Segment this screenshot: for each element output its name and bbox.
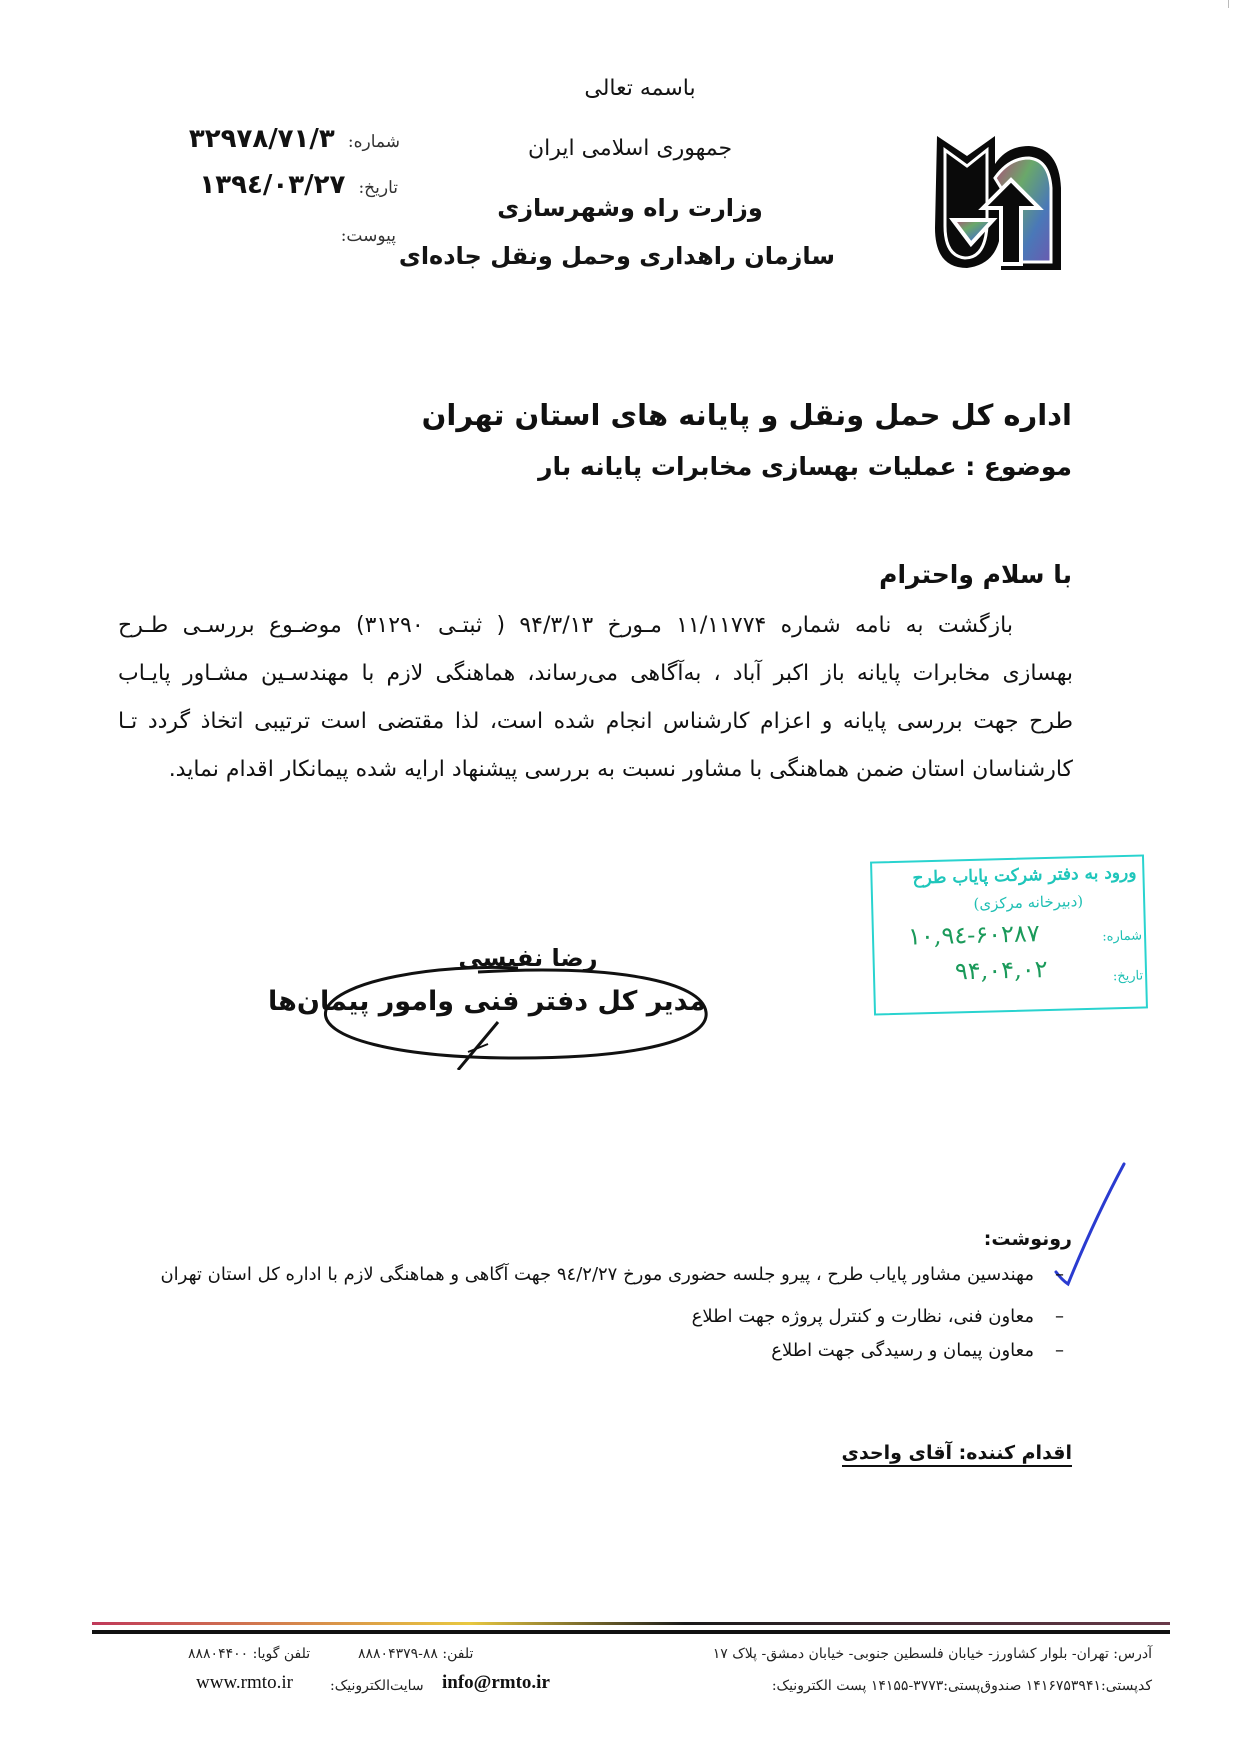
body-line: کارشناسان استان ضمن هماهنگی با مشاور نسبت به بررسی پیشنهاد ارایه شده پیمانکار اقدام نماید.: [168, 757, 1073, 782]
stamp-subheading: (دبیرخانه مرکزی): [973, 892, 1084, 913]
footer-voice-phone: تلفن گویا: ۸۸۸۰۴۴۰۰: [188, 1646, 311, 1662]
attachment-label: پیوست:: [340, 226, 396, 246]
footer-divider: [92, 1630, 1170, 1634]
greeting: با سلام واحترام: [879, 560, 1072, 589]
cc-heading: رونوشت:: [983, 1228, 1072, 1250]
scan-mark: [1228, 0, 1235, 8]
action-by: اقدام کننده: آقای واحدی: [842, 1442, 1072, 1467]
letter-number: [189, 124, 400, 154]
date-label: تاریخ:: [358, 178, 398, 198]
footer-website-label: سایت‌الکترونیک:: [330, 1678, 424, 1694]
footer-email-link[interactable]: info@rmto.ir: [442, 1672, 550, 1693]
cc-dash: –: [1055, 1340, 1064, 1361]
body-line: طرح جهت بررسی پایانه و اعزام کارشناس انجام شده است، لذا مقتضی است ترتیبی اتخاذ گردد تـا: [118, 709, 1073, 734]
cc-item: [160, 1258, 1070, 1292]
number-value: ۳۲۹۷۸/۷۱/۳: [188, 124, 335, 154]
date-value: ۱۳۹٤/۰۳/۲۷: [199, 170, 346, 200]
signatory-title: مدیر کل دفتر فنی وامور پیمان‌ها: [268, 986, 706, 1017]
signatory-name: رضا نفیسی: [458, 944, 598, 972]
letter-date: [199, 170, 398, 200]
stamp-date-label: تاریخ:: [1112, 968, 1144, 985]
footer-divider: [92, 1622, 1170, 1625]
cc-item-text: معاون فنی، نظارت و کنترل پروژه جهت اطلاع: [691, 1306, 1034, 1327]
cc-dash: –: [1055, 1306, 1064, 1327]
cc-item: [160, 1334, 1070, 1368]
invocation-text: باسمه تعالی: [584, 76, 696, 101]
receipt-stamp: [870, 854, 1148, 1015]
stamp-number: ۱۰,۹٤-۶۰۲۸۷: [907, 919, 1041, 951]
body-line: بهسازی مخابرات پایانه باز اکبر آباد ، به‌آگاهی می‌رساند، هماهنگی لازم با مهندسـین مشـاور پایـاب: [118, 661, 1073, 686]
rmto-logo: [927, 124, 1067, 274]
letter-body: [118, 602, 1073, 794]
organization-name: سازمان راهداری وحمل ونقل جاده‌ای: [398, 242, 835, 270]
footer-address: آدرس: تهران- بلوار کشاورز- خیابان فلسطین جنوبی- خیابان دمشق- پلاک ۱۷: [712, 1646, 1152, 1662]
footer-postal: کدپستی:۱۴۱۶۷۵۳۹۴۱ صندوق‌پستی:۳۷۷۳-۱۴۱۵۵ پست الکترونیک:: [771, 1678, 1152, 1694]
stamp-number-label: شماره:: [1102, 928, 1143, 945]
cc-item-text: مهندسین مشاور پایاب طرح ، پیرو جلسه حضوری مورخ ۹٤/۲/۲۷ جهت آگاهی و هماهنگی لازم با اداره کل استان تهران: [160, 1264, 1034, 1285]
stamp-date: ۹۴,۰۴,۰۲: [954, 955, 1048, 986]
ministry-name: وزارت راه وشهرسازی: [497, 194, 763, 222]
footer-phone: تلفن: ۸۸-۸۸۸۰۴۳۷۹: [358, 1646, 474, 1662]
cc-item-text: معاون پیمان و رسیدگی جهت اطلاع: [771, 1340, 1034, 1361]
republic-name: جمهوری اسلامی ایران: [527, 136, 733, 161]
cc-dash: –: [1055, 1264, 1064, 1285]
letter-attachment: [341, 226, 396, 246]
subject-line: موضوع : عملیات بهسازی مخابرات پایانه بار: [538, 452, 1072, 481]
body-line: بازگشت به نامه شماره ۱۱/۱۱۷۷۴ مـورخ ۹۴/۳/۱۳ ( ثبتـی ۳۱۲۹۰) موضـوع بررسـی طـرح: [118, 613, 1013, 638]
cc-item: [160, 1300, 1070, 1334]
stamp-heading: ورود به دفتر شرکت پایاب طرح: [912, 862, 1137, 889]
addressee: اداره کل حمل ونقل و پایانه های استان تهران: [421, 398, 1072, 432]
footer-website-link[interactable]: www.rmto.ir: [196, 1672, 293, 1693]
number-label: شماره:: [347, 132, 400, 152]
cc-list: [160, 1258, 1070, 1368]
